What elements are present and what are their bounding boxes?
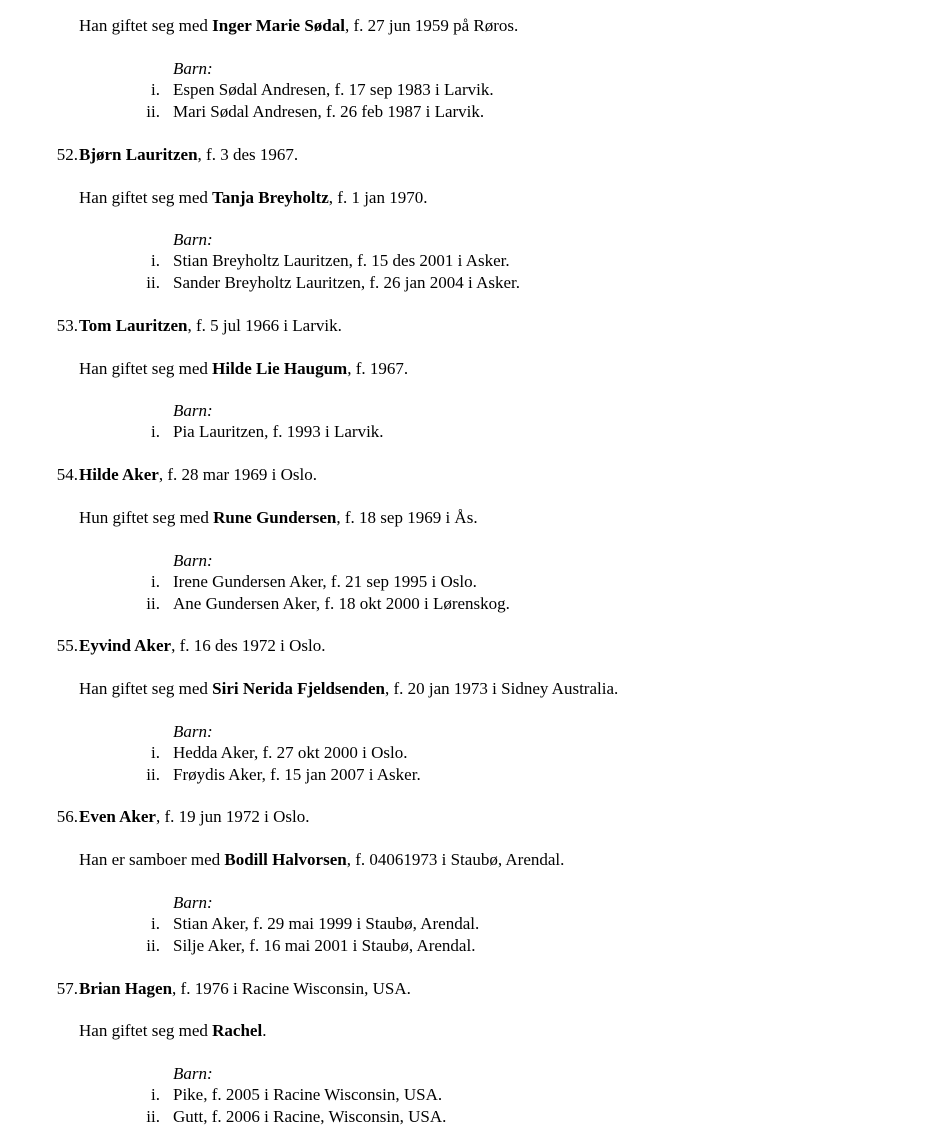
barn-label: Barn: <box>173 230 213 249</box>
person-name: Eyvind Aker <box>79 636 172 655</box>
spouse-suffix: , f. 1967. <box>347 359 409 378</box>
child-text: Mari Sødal Andresen, f. 26 feb 1987 i Larvik. <box>173 102 485 121</box>
spouse-prefix: Hun giftet seg med <box>79 508 214 527</box>
entry-number: 55. <box>56 636 78 655</box>
person-details: , f. 16 des 1972 i Oslo. <box>171 636 326 655</box>
spouse-prefix: Han giftet seg med <box>79 679 213 698</box>
child-text: Pia Lauritzen, f. 1993 i Larvik. <box>173 422 384 441</box>
person-name: Tom Lauritzen <box>79 316 188 335</box>
entry-person <box>79 315 342 337</box>
spouse-prefix: Han giftet seg med <box>79 188 213 207</box>
spouse-suffix: . <box>262 1021 267 1040</box>
spouse-prefix: Han giftet seg med <box>79 16 213 35</box>
child-numeral: i. <box>151 914 160 933</box>
person-details: , f. 3 des 1967. <box>197 145 299 164</box>
person-details: , f. 28 mar 1969 i Oslo. <box>158 465 317 484</box>
child-numeral: i. <box>151 743 160 762</box>
person-name: Hilde Aker <box>79 465 159 484</box>
spouse-name: Tanja Breyholtz <box>212 188 329 207</box>
spouse-name: Siri Nerida Fjeldsenden <box>212 679 385 698</box>
child-numeral: i. <box>151 572 160 591</box>
spouse-name: Rune Gundersen <box>213 508 337 527</box>
barn-label: Barn: <box>173 1064 213 1083</box>
entry-number: 54. <box>56 465 78 484</box>
person-name: Bjørn Lauritzen <box>79 145 198 164</box>
child-numeral: i. <box>151 80 160 99</box>
child-text: Gutt, f. 2006 i Racine, Wisconsin, USA. <box>173 1107 447 1126</box>
child-text: Espen Sødal Andresen, f. 17 sep 1983 i Larvik. <box>173 80 494 99</box>
entry-person <box>79 978 411 1000</box>
spouse-line <box>79 849 564 871</box>
person-name: Even Aker <box>79 807 156 826</box>
child-numeral: ii. <box>146 594 160 613</box>
person-details: , f. 1976 i Racine Wisconsin, USA. <box>172 979 411 998</box>
child-numeral: i. <box>151 422 160 441</box>
spouse-line <box>79 1020 266 1042</box>
entry-number: 57. <box>56 979 78 998</box>
person-details: , f. 19 jun 1972 i Oslo. <box>155 807 310 826</box>
child-text: Irene Gundersen Aker, f. 21 sep 1995 i Oslo. <box>173 572 477 591</box>
spouse-prefix: Han giftet seg med <box>79 1021 213 1040</box>
spouse-suffix: , f. 20 jan 1973 i Sidney Australia. <box>384 679 619 698</box>
barn-label: Barn: <box>173 551 213 570</box>
entry-number: 52. <box>56 145 78 164</box>
person-details: , f. 5 jul 1966 i Larvik. <box>187 316 342 335</box>
spouse-name: Inger Marie Sødal <box>212 16 345 35</box>
child-numeral: ii. <box>146 936 160 955</box>
spouse-line <box>79 15 518 37</box>
spouse-line <box>79 187 427 209</box>
child-numeral: ii. <box>146 102 160 121</box>
spouse-line <box>79 678 618 700</box>
child-text: Hedda Aker, f. 27 okt 2000 i Oslo. <box>173 743 408 762</box>
barn-label: Barn: <box>173 893 213 912</box>
spouse-prefix: Han giftet seg med <box>79 359 213 378</box>
child-text: Ane Gundersen Aker, f. 18 okt 2000 i Lørenskog. <box>173 594 510 613</box>
child-numeral: ii. <box>146 765 160 784</box>
spouse-suffix: , f. 27 jun 1959 på Røros. <box>345 16 519 35</box>
entry-number: 56. <box>56 807 78 826</box>
barn-label: Barn: <box>173 722 213 741</box>
child-numeral: i. <box>151 251 160 270</box>
entry-person <box>79 806 309 828</box>
child-text: Silje Aker, f. 16 mai 2001 i Staubø, Arendal. <box>173 936 476 955</box>
child-text: Frøydis Aker, f. 15 jan 2007 i Asker. <box>173 765 421 784</box>
spouse-prefix: Han er samboer med <box>79 850 225 869</box>
spouse-suffix: , f. 18 sep 1969 i Ås. <box>336 508 478 527</box>
child-text: Stian Breyholtz Lauritzen, f. 15 des 2001 i Asker. <box>173 251 510 270</box>
child-numeral: ii. <box>146 273 160 292</box>
spouse-name: Hilde Lie Haugum <box>212 359 348 378</box>
entry-number: 53. <box>56 316 78 335</box>
barn-label: Barn: <box>173 401 213 420</box>
child-numeral: ii. <box>146 1107 160 1126</box>
child-text: Sander Breyholtz Lauritzen, f. 26 jan 2004 i Asker. <box>173 273 520 292</box>
spouse-name: Rachel <box>212 1021 263 1040</box>
entry-person <box>79 464 317 486</box>
spouse-line <box>79 358 408 380</box>
entry-person <box>79 144 298 166</box>
spouse-suffix: , f. 1 jan 1970. <box>328 188 428 207</box>
child-text: Stian Aker, f. 29 mai 1999 i Staubø, Arendal. <box>173 914 480 933</box>
spouse-suffix: , f. 04061973 i Staubø, Arendal. <box>346 850 565 869</box>
entry-person <box>79 635 326 657</box>
spouse-name: Bodill Halvorsen <box>224 850 347 869</box>
spouse-line <box>79 507 478 529</box>
person-name: Brian Hagen <box>79 979 173 998</box>
barn-label: Barn: <box>173 59 213 78</box>
child-numeral: i. <box>151 1085 160 1104</box>
child-text: Pike, f. 2005 i Racine Wisconsin, USA. <box>173 1085 443 1104</box>
